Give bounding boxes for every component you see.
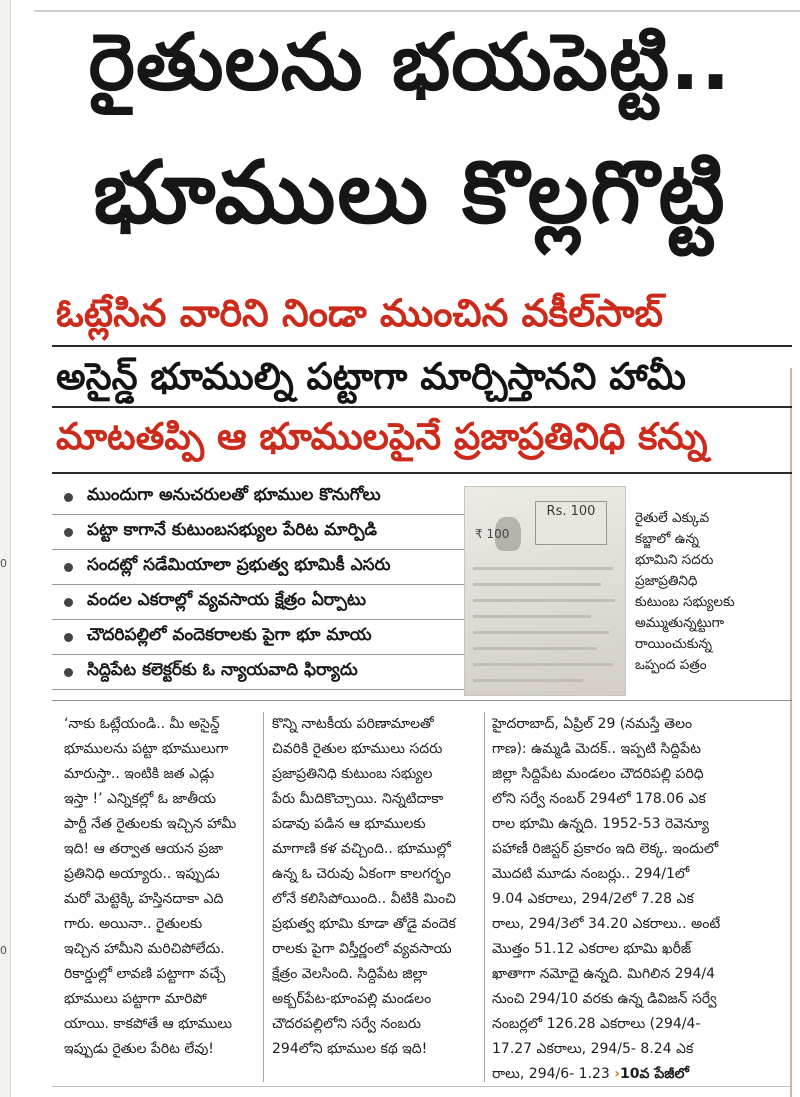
list-item-text: చౌదరిపల్లిలో వందెకరాలకు పైగా భూ మాయ	[87, 625, 372, 645]
list-item	[52, 480, 472, 515]
text-line: ఉన్న ఓ చెరువు ఏకంగా కాలగర్భం	[272, 866, 451, 882]
text-line: లోనే కలిసిపోయింది.. వీటికి మించి	[272, 891, 456, 907]
stamp-value-box: Rs. 100	[535, 501, 607, 545]
caption-line: అమ్ముతున్నట్టుగా	[635, 615, 725, 631]
list-item-text: వందల ఎకరాల్లో వ్యవసాయ క్షేత్రం ఏర్పాటు	[87, 590, 366, 610]
divider	[52, 345, 792, 347]
text-line: రికార్డుల్లో లావణి పట్టాగా వచ్చే	[64, 966, 226, 982]
text-line: నుంచి 294/10 వరకు ఉన్న డివిజన్ సర్వే	[492, 991, 717, 1007]
text-line: ప్రజాప్రతినిధి కుటుంబ సభ్యుల	[272, 766, 433, 782]
text-line-last-body: రాలు, 294/6- 1.23	[492, 1066, 610, 1082]
subheadline-2: అసైన్డ్ భూముల్ని పట్టాగా మార్చిస్తానని హామీ	[56, 355, 686, 398]
text-line: పహాణీ రిజిస్టర్ ప్రకారం ఇది లెక్క. ఇందులో	[492, 841, 719, 857]
list-item	[52, 620, 472, 655]
text-line: భూములను పట్టా భూములుగా	[64, 741, 229, 757]
caption-line: కుటుంబ సభ్యులకు	[635, 594, 735, 610]
text-line: గారు. అయినా.. రైతులకు	[64, 916, 203, 932]
bullet-icon	[64, 493, 73, 502]
text-line: జిల్లా సిద్దిపేట మండలం చౌదరిపల్లి పరిధి	[492, 766, 704, 782]
text-line: చౌదరపల్లిలోని సర్వే నంబరు	[272, 1016, 421, 1032]
divider	[52, 406, 792, 408]
bullet-icon	[64, 633, 73, 642]
subheadline-3: మాటతప్పి ఆ భూములపైనే ప్రజాప్రతినిధి కన్ను	[56, 415, 708, 458]
list-item-text: పట్టా కాగానే కుటుంబసభ్యుల పేరిట మార్పిడి	[87, 520, 377, 540]
text-line: ఖాతాగా నమోదై ఉన్నది. మిగిలిన 294/4	[492, 966, 715, 982]
continuation-label: 10వ పేజీలో	[620, 1066, 689, 1082]
text-line: నంబర్లలో 126.28 ఎకరాలు (294/4-	[492, 1016, 701, 1032]
text-line: అక్బర్‌పేట-భూంపల్లి మండలం	[272, 991, 432, 1007]
stamp-paper-photo	[464, 486, 626, 696]
text-line: ఇచ్చిన హామీని మరిచిపోలేదు.	[64, 941, 225, 957]
article-column-2	[272, 712, 482, 1062]
text-line: ఇస్తా !’ ఎన్నికల్లో ఓ జాతీయ	[64, 791, 217, 807]
paper-text-line	[473, 647, 597, 650]
text-line: పడావు పడిన ఆ భూములకు	[272, 816, 426, 832]
text-line: పార్టీ నేత రైతులకు ఇచ్చిన హామీ	[64, 816, 237, 832]
headline-line-2: భూములు కొల్లగొట్టి	[93, 143, 727, 243]
list-item	[52, 585, 472, 620]
highlights-list	[52, 480, 472, 690]
text-line: మాగాణి కళ వచ్చింది.. భూముల్లో	[272, 841, 451, 857]
text-line: ప్రభుత్వ భూమి కూడా తోడై వందెక	[272, 916, 456, 932]
list-item-text: సందట్లో సడేమియాలా ప్రభుత్వ భూమికీ ఎసరు	[87, 555, 391, 575]
caption-line: రైతులే ఎక్కువ	[635, 510, 710, 526]
divider	[52, 472, 792, 474]
text-line: రాల భూమి ఉన్నది. 1952-53 రెవెన్యూ	[492, 816, 709, 832]
bullet-icon	[64, 598, 73, 607]
list-item-text: ముందుగా అనుచరులతో భూముల కొనుగోలు	[87, 485, 381, 505]
text-line: హైదరాబాద్, ఏప్రిల్ 29 (నమస్తే తెలం	[492, 716, 693, 732]
paper-text-line	[473, 599, 615, 602]
subheadline-1: ఓట్లేసిన వారిని నిండా ముంచిన వకీల్‌సాబ్	[56, 291, 663, 335]
column-divider	[263, 712, 264, 1082]
caption-line: కబ్జాలో ఉన్న	[635, 531, 699, 547]
continuation-arrow-icon: ›	[614, 1066, 621, 1082]
text-line: 9.04 ఎకరాలు, 294/2లో 7.28 ఎక	[492, 891, 694, 907]
text-line: మారుస్తా.. ఇంటికి జత ఎడ్లు	[64, 766, 215, 782]
edge-mark: 0	[0, 944, 7, 957]
text-line: 17.27 ఎకరాలు, 294/5- 8.24 ఎక	[492, 1041, 694, 1057]
paper-text-line	[473, 567, 613, 570]
text-line: క్షేత్రం వెలసింది. సిద్దిపేట జిల్లా	[272, 966, 428, 982]
caption-line: ఒప్పంద పత్రం	[635, 657, 707, 673]
headline-line-1: రైతులను భయపెట్టి..	[88, 18, 732, 108]
column-divider	[484, 712, 485, 1082]
paper-text-line	[473, 631, 609, 634]
list-item	[52, 655, 472, 690]
text-line: ఇది! ఆ తర్వాత ఆయన ప్రజా	[64, 841, 224, 857]
stamp-value-left: ₹ 100	[475, 527, 510, 541]
text-line: కొన్ని నాటకీయ పరిణామాలతో	[272, 716, 434, 732]
bullet-icon	[64, 528, 73, 537]
top-rule	[34, 10, 800, 12]
text-line: మొదటి మూడు నంబర్లు.. 294/1లో	[492, 866, 690, 882]
text-line-last	[492, 1062, 782, 1087]
bottom-rule	[52, 1086, 792, 1087]
paper-text-line	[473, 663, 613, 666]
right-edge-strip	[790, 368, 800, 1097]
text-line: రాలకు పైగా విస్తీర్ణంలో వ్యవసాయ	[272, 941, 452, 957]
text-line: పేరు మీదికొచ్చాయి. నిన్నటిదాకా	[272, 791, 444, 807]
bullet-icon	[64, 563, 73, 572]
caption-line: రాయించుకున్న	[635, 636, 712, 652]
page-edge-strip	[0, 0, 11, 1097]
text-line: ఇప్పుడు రైతుల పేరిట లేవు!	[64, 1041, 214, 1057]
photo-caption	[635, 508, 785, 676]
caption-line: ప్రజాప్రతినిధి	[635, 573, 698, 589]
text-line: లోని సర్వే నంబర్ 294లో 178.06 ఎక	[492, 791, 706, 807]
bullet-icon	[64, 668, 73, 677]
article-column-1	[64, 712, 254, 1062]
list-item	[52, 515, 472, 550]
paper-text-line	[473, 679, 583, 682]
paper-text-line	[473, 583, 601, 586]
edge-mark: 0	[0, 557, 7, 570]
paper-text-line	[473, 615, 591, 618]
article-column-3	[492, 712, 782, 1087]
text-line: రాలు, 294/3లో 34.20 ఎకరాలు.. అంటే	[492, 916, 721, 932]
list-item	[52, 550, 472, 585]
list-item-text: సిద్దిపేట కలెక్టర్‌కు ఓ న్యాయవాది ఫిర్యాదు	[87, 660, 358, 680]
text-line: ‘నాకు ఓట్లేయండి.. మీ అసైన్డ్	[64, 716, 220, 732]
text-line: భూములు పట్టాగా మారిపో	[64, 991, 207, 1007]
text-line: మొత్తం 51.12 ఎకరాల భూమి ఖరీజ్	[492, 941, 692, 957]
text-line: ప్రతినిధి అయ్యారు.. ఇప్పుడు	[64, 866, 220, 882]
text-line: మరో మెట్టెక్కి హస్తినదాకా ఎది	[64, 891, 224, 907]
text-line: గాణ): ఉమ్మడి మెదక్.. ఇప్పటి సిద్దిపేట	[492, 741, 701, 757]
text-line: యాయి. కాకపోతే ఆ భూములు	[64, 1016, 233, 1032]
caption-line: భూమిని సదరు	[635, 552, 714, 568]
text-line: 294లోని భూముల కథ ఇది!	[272, 1041, 428, 1057]
text-line: చివరికి రైతుల భూములు సదరు	[272, 741, 443, 757]
divider	[52, 700, 792, 701]
